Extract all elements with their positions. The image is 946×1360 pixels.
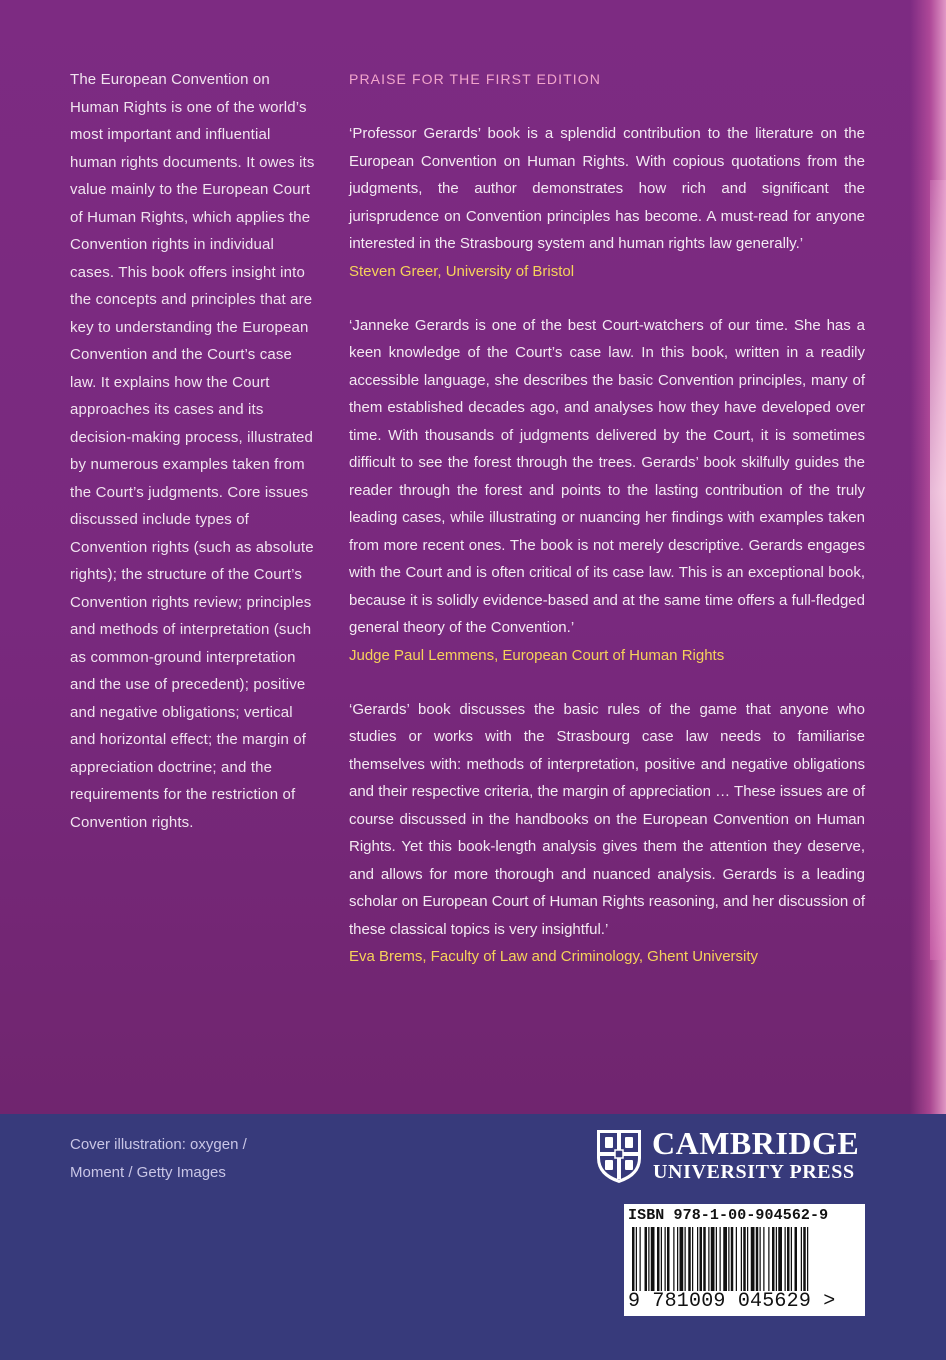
barcode-digits: 9 781009 045629 > <box>628 1290 836 1313</box>
isbn-barcode <box>624 1204 865 1316</box>
isbn-label: ISBN 978-1-00-904562-9 <box>628 1207 829 1224</box>
review-quote <box>349 312 865 669</box>
barcode-bars <box>628 1227 862 1291</box>
review-quote-text: ‘Professor Gerards’ book is a splendid contribution to the literature on the European Convention on Human Rights. With copious quotations from the judgments, the author demonstrates how rich and significant the jurisprudence on Convention principles has become. A must-read for anyone interested in the Strasbourg system and human rights law generally.’ <box>349 125 865 252</box>
publisher-subtitle: UNIVERSITY PRESS <box>653 1161 855 1183</box>
review-quote-source: Steven Greer, University of Bristol <box>349 262 575 280</box>
praise-section <box>349 66 865 997</box>
cambridge-crest-icon <box>595 1128 643 1184</box>
review-quote <box>349 120 865 285</box>
review-quote-text: ‘Janneke Gerards is one of the best Court-watchers of our time. She has a keen knowledge of the Court’s case law. In this book, written in a readily accessible language, she describes the basic Convention principles, many of them established decades ago, and analyses how they have developed over time. With thousands of judgments delivered by the Court, it is sometimes difficult to see the forest through the trees. Gerards’ book skilfully guides the reader through the forest and points to the lasting contribution of the truly leading cases, while illustrating or nuancing her findings with examples taken from more recent ones. The book is not merely descriptive. Gerards engages with the Court and is often critical of its case law. This is an exceptional book, because it is solidly evidence-based and at the same time offers a full-fledged general theory of the Convention.’ <box>349 316 865 636</box>
cover-footer-band <box>0 1114 946 1360</box>
review-quote-source: Eva Brems, Faculty of Law and Criminology, Ghent University <box>349 948 759 965</box>
publisher-logo <box>595 1125 870 1186</box>
praise-heading: PRAISE FOR THE FIRST EDITION <box>349 71 601 87</box>
review-quote <box>349 696 865 971</box>
cover-illustration-credit: Cover illustration: oxygen / Moment / Getty Images <box>70 1136 247 1181</box>
publisher-name: CAMBRIDGE <box>652 1125 860 1161</box>
review-quote-source: Judge Paul Lemmens, European Court of Human Rights <box>349 646 725 664</box>
review-quote-text: ‘Gerards’ book discusses the basic rules of the game that anyone who studies or works with the Strasbourg case law needs to familiarise themselves with: methods of interpretation, positive and negative obligations and their respective criteria, the margin of appreciation … These issues are of course discussed in the handbooks on the European Convention on Human Rights. Yet this book-length analysis gives them the attention they deserve, and allows for more thorough and nuanced analysis. Gerards is a leading scholar on European Court of Human Rights reasoning, and her discussion of these classical topics is very insightful.’ <box>349 700 865 938</box>
book-description: The European Convention on Human Rights is one of the world’s most important and influential human rights documents. It owes its value mainly to the European Court of Human Rights, which applies the Convention rights in individual cases. This book offers insight into the concepts and principles that are key to understanding the European Convention and the Court’s case law. It explains how the Court approaches its cases and its decision-making process, illustrated by numerous examples taken from the Court’s judgments. Core issues discussed include types of Convention rights (such as absolute rights); the structure of the Court’s Convention rights review; principles and methods of interpretation (such as common-ground interpretation and the use of precedent); positive and negative obligations; vertical and horizontal effect; the margin of appreciation doctrine; and the requirements for the restriction of Convention rights. <box>70 71 315 831</box>
cover-edge-highlight <box>930 180 946 960</box>
